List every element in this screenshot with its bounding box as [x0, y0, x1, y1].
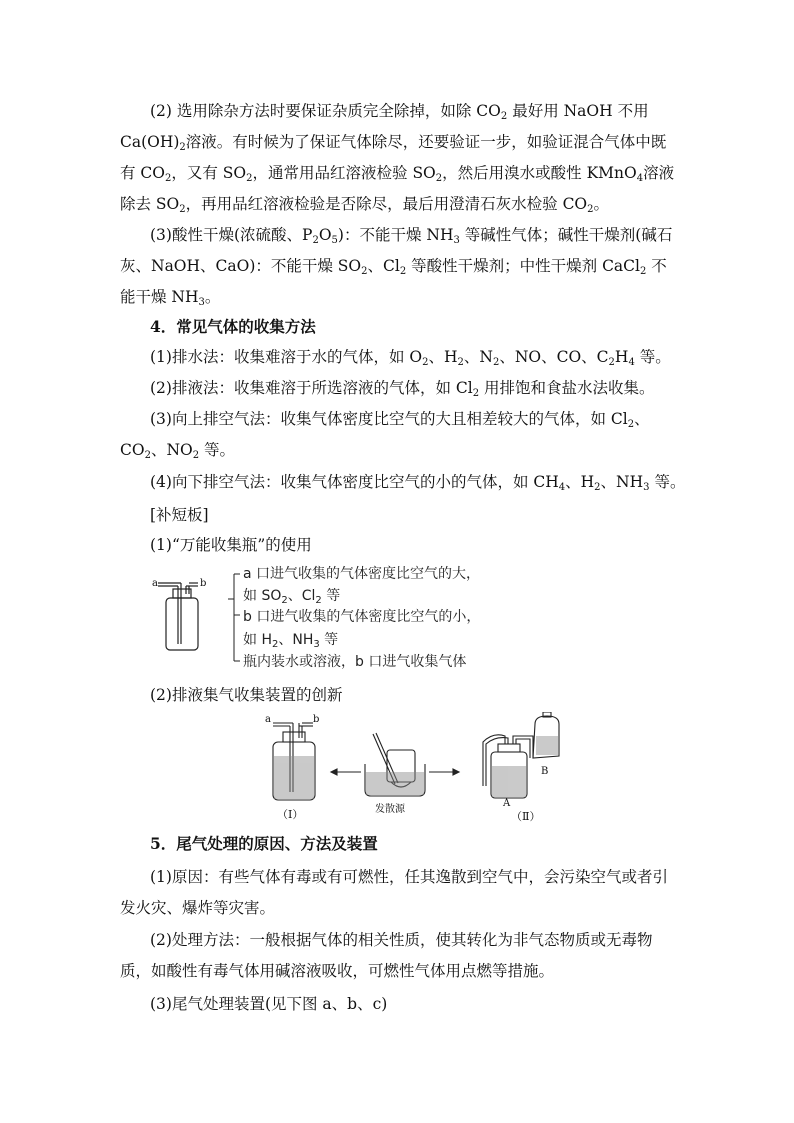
divergence-source-label: 发散源 — [375, 804, 405, 815]
section-heading-collection: 4．常见气体的收集方法 — [150, 317, 316, 336]
tail-gas-method: (2)处理方法：一般根据气体的相关性质，使其转化为非气态物质或无毒物质，如酸性有毒气体用碱溶液吸收，可燃性气体用点燃等措施。 — [120, 931, 653, 980]
collection-method-3: (3)向上排空气法：收集气体密度比空气的大且相差较大的气体，如 $Cl_2$、$CO_2$、$NO_2$ 等。 — [120, 410, 650, 461]
bottle-option-liquid: 瓶内装水或溶液，b 口进气收集气体 — [243, 654, 467, 670]
paragraph-drying-agents: (3)酸性干燥(浓硫酸、$P_2O_5$)：不能干燥 $NH_3$ 等碱性气体；碱性干燥剂(碱石灰、NaOH、CaO)：不能干燥 $SO_2$、$Cl_2$ 等酸性干燥剂；中性干燥剂 CaCl$_2$ 不能干燥 $NH_3$。 — [120, 226, 673, 308]
universal-bottle-figure — [150, 580, 240, 660]
bottle-option-a-examples: 如 $SO_2$、$Cl_2$ 等 — [243, 588, 341, 606]
tail-gas-apparatus: (3)尾气处理装置(见下图 a、b、c) — [150, 995, 388, 1013]
bottle-option-b: b 口进气收集的气体密度比空气的小， — [243, 609, 481, 625]
paragraph-impurity-removal: (2) 选用除杂方法时要保证杂质完全除掉，如除 $CO_2$ 最好用 NaOH 不用 $Ca(OH)_2$溶液。有时候为了保证气体除尽，还要验证一步，如验证混合气体中既有 $CO_2$，又有 $SO_2$，通常用品红溶液检验 $SO_2$，然后用溴水或酸性 KMnO$_4$溶液除去 $SO_2$，再用品红溶液检验是否除尽，最后用澄清石灰水检验 $CO_2$。 — [120, 102, 675, 215]
bottle-option-b-examples: 如 $H_2$、$NH_3$ 等 — [243, 632, 339, 650]
collection-method-4: (4)向下排空气法：收集气体密度比空气的小的气体，如 $CH_4$、$H_2$、$NH_3$ 等。 — [150, 473, 686, 493]
universal-bottle-heading: (1)“万能收集瓶”的使用 — [150, 536, 312, 554]
port-b-label: b — [200, 578, 207, 589]
tail-gas-reason: (1)原因：有些气体有毒或有可燃性，任其逸散到空气中，会污染空气或者引发火灾、爆炸等灾害。 — [120, 868, 668, 917]
port-a-label: a — [152, 578, 158, 589]
section-heading-tail-gas: 5．尾气处理的原因、方法及装置 — [150, 834, 378, 853]
fig2-port-a: a — [265, 714, 271, 725]
supplement-label: [补短板] — [150, 506, 209, 524]
caption-apparatus-1: （Ⅰ） — [277, 808, 304, 821]
caption-apparatus-2: （Ⅱ） — [511, 810, 541, 823]
reservoir-B-label: B — [541, 766, 549, 777]
liquid-collection-figure — [255, 712, 575, 824]
collection-method-1: (1)排水法：收集难溶于水的气体，如 $O_2$、$H_2$、$N_2$、NO、CO、$C_2H_4$ 等。 — [150, 348, 671, 368]
liquid-collection-heading: (2)排液集气收集装置的创新 — [150, 686, 343, 704]
collection-method-2: (2)排液法：收集难溶于所选溶液的气体，如 $Cl_2$ 用排饱和食盐水法收集。 — [150, 379, 655, 399]
bottle-A-label: A — [503, 798, 511, 809]
options-bracket — [228, 566, 242, 666]
bottle-option-a: a 口进气收集的气体密度比空气的大， — [243, 566, 481, 582]
fig2-port-b: b — [313, 714, 320, 725]
